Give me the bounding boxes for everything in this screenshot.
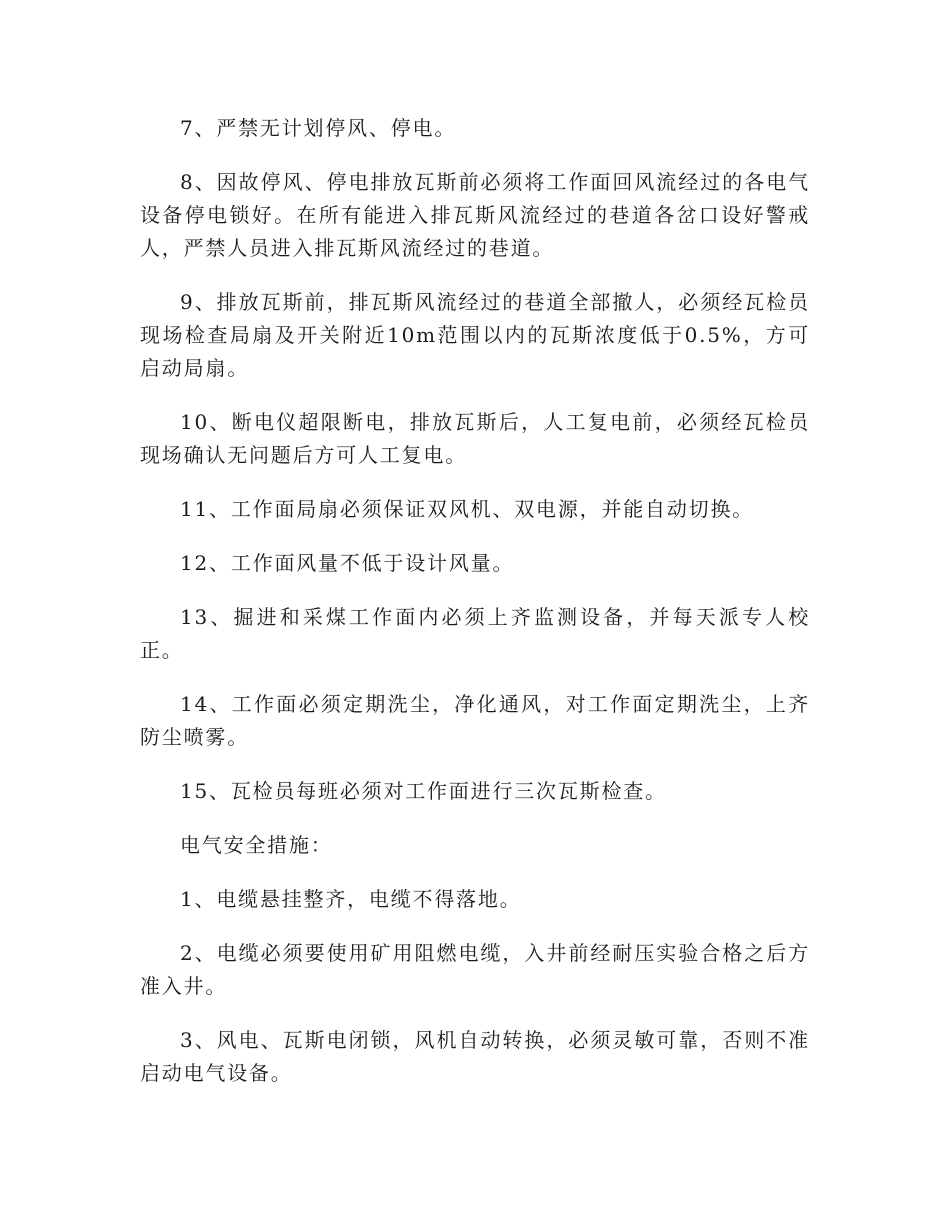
paragraph-item-e1: 1、电缆悬挂整齐，电缆不得落地。: [180, 887, 522, 911]
paragraph-item-11: 11、工作面局扇必须保证双风机、双电源，并能自动切换。: [180, 497, 755, 521]
section-heading-electrical-safety: 电气安全措施：: [180, 833, 333, 857]
paragraph-item-13: 13、掘进和采煤工作面内必须上齐监测设备，并每天派专人校正。: [140, 605, 810, 662]
document-body: [140, 112, 810, 1111]
paragraph-item-10: 10、断电仪超限断电，排放瓦斯后，人工复电前，必须经瓦检员现场确认无问题后方可人工复电。: [140, 410, 810, 467]
paragraph-item-7: 7、严禁无计划停风、停电。: [180, 116, 457, 140]
paragraph-item-e3: 3、风电、瓦斯电闭锁，风机自动转换，必须灵敏可靠，否则不准启动电气设备。: [140, 1028, 810, 1085]
paragraph-item-12: 12、工作面风量不低于设计风量。: [180, 551, 515, 575]
paragraph-item-8: 8、因故停风、停电排放瓦斯前必须将工作面回风流经过的各电气设备停电锁好。在所有能进入排瓦斯风流经过的巷道各岔口设好警戒人，严禁人员进入排瓦斯风流经过的巷道。: [140, 170, 810, 260]
paragraph-item-15: 15、瓦检员每班必须对工作面进行三次瓦斯检查。: [180, 779, 667, 803]
paragraph-item-e2: 2、电缆必须要使用矿用阻燃电缆，入井前经耐压实验合格之后方准入井。: [140, 941, 810, 998]
paragraph-item-14: 14、工作面必须定期洗尘，净化通风，对工作面定期洗尘，上齐防尘喷雾。: [140, 692, 810, 749]
paragraph-item-9: 9、排放瓦斯前，排瓦斯风流经过的巷道全部撤人，必须经瓦检员现场检查局扇及开关附近10m范围以内的瓦斯浓度低于0.5%，方可启动局扇。: [140, 290, 810, 380]
